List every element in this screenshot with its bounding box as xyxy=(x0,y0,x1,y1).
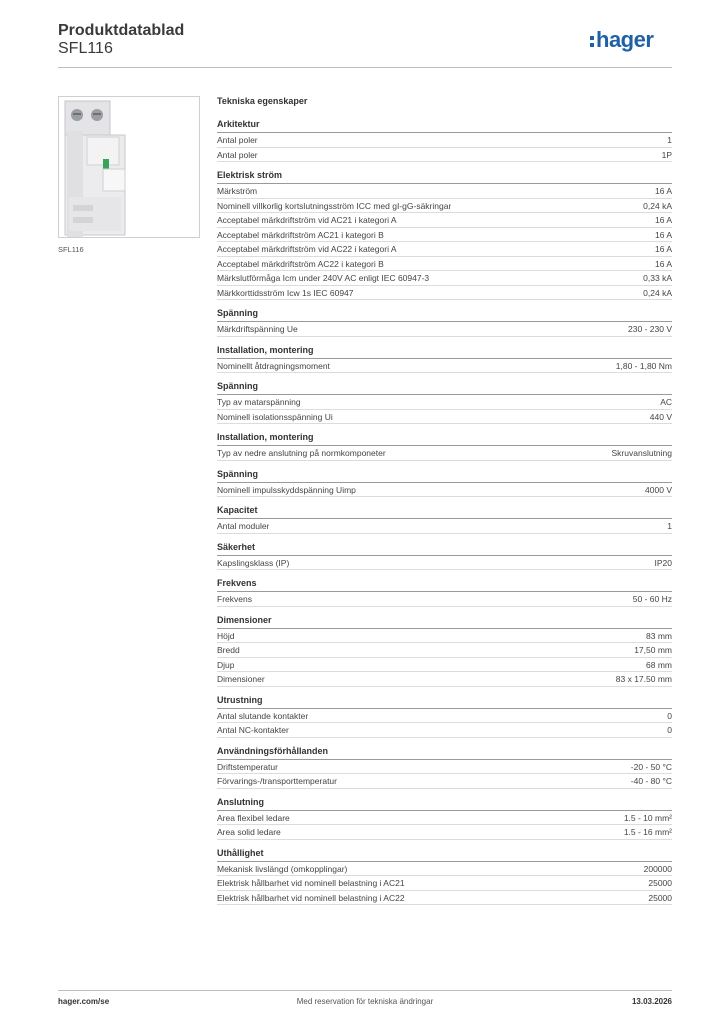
document-title: Produktdatablad xyxy=(58,22,185,39)
spec-row xyxy=(217,811,672,826)
spec-row xyxy=(217,723,672,738)
spec-row xyxy=(217,133,672,148)
spec-value: AC xyxy=(660,397,672,407)
spec-label: Acceptabel märkdriftström AC22 i kategori B xyxy=(217,258,384,269)
modular-switch-image xyxy=(59,97,199,237)
spec-row xyxy=(217,228,672,243)
spec-row xyxy=(217,483,672,498)
spec-value: 0,24 kA xyxy=(643,200,672,211)
spec-label: Antal NC-kontakter xyxy=(217,725,289,735)
header-divider xyxy=(58,67,672,68)
spec-row xyxy=(217,410,672,425)
spec-label: Märkkorttidsström Icw 1s IEC 60947 xyxy=(217,287,354,298)
spec-label: Mekanisk livslängd (omkopplingar) xyxy=(217,863,348,874)
spec-label: Nominell isolationsspänning Ui xyxy=(217,411,333,422)
spec-row xyxy=(217,199,672,214)
spec-label: Antal moduler xyxy=(217,521,270,531)
section-title: Dimensioner xyxy=(217,614,272,625)
spec-value: IP20 xyxy=(654,557,672,568)
spec-row xyxy=(217,148,672,163)
section-title: Spänning xyxy=(217,468,258,479)
spec-label: Antal poler xyxy=(217,149,258,160)
spec-row xyxy=(217,592,672,607)
spec-section xyxy=(217,615,672,687)
spec-label: Djup xyxy=(217,659,235,670)
spec-label: Acceptabel märkdriftström AC21 i kategori B xyxy=(217,229,384,240)
footer-divider xyxy=(58,990,672,991)
spec-value: 4000 V xyxy=(645,484,672,495)
spec-label: Driftstemperatur xyxy=(217,761,278,772)
spec-row xyxy=(217,643,672,658)
spec-row xyxy=(217,184,672,199)
spec-value: 0,24 kA xyxy=(643,287,672,298)
spec-value: 16 A xyxy=(654,258,672,269)
spec-sections xyxy=(217,119,672,905)
spec-value: 440 V xyxy=(649,411,672,422)
spec-value: 16 A xyxy=(654,229,672,240)
image-caption: SFL116 xyxy=(58,245,84,254)
spec-section xyxy=(217,308,672,337)
spec-value: 1 xyxy=(667,135,672,145)
spec-value: 25000 xyxy=(648,878,672,888)
spec-section xyxy=(217,746,672,789)
spec-section xyxy=(217,345,672,374)
spec-value: 1,80 - 1,80 Nm xyxy=(615,360,672,371)
spec-label: Acceptabel märkdriftström vid AC21 i kategori A xyxy=(217,215,397,225)
spec-label: Antal slutande kontakter xyxy=(217,710,309,721)
section-title: Frekvens xyxy=(217,578,257,588)
spec-value: 68 mm xyxy=(646,659,672,670)
spec-label: Bredd xyxy=(217,645,240,655)
disclaimer-text: Med reservation för tekniska ändringar xyxy=(296,997,434,1006)
spec-row xyxy=(217,359,672,374)
spec-value: 1 xyxy=(667,521,672,531)
spec-label: Elektrisk hållbarhet vid nominell belastning i AC21 xyxy=(217,878,405,888)
spec-label: Nominell villkorlig kortslutningsström ICC med gI-gG-säkringar xyxy=(217,200,452,211)
spec-value: 16 A xyxy=(654,244,672,254)
spec-section xyxy=(217,381,672,424)
spec-section xyxy=(217,797,672,840)
spec-label: Area solid ledare xyxy=(217,827,281,837)
spec-value: 1.5 - 16 mm² xyxy=(623,827,672,837)
section-title: Installation, montering xyxy=(217,432,314,442)
spec-label: Förvarings-/transporttemperatur xyxy=(217,776,337,786)
spec-value: 230 - 230 V xyxy=(628,324,672,334)
spec-row xyxy=(217,672,672,687)
spec-section xyxy=(217,170,672,300)
spec-label: Nominellt åtdragningsmoment xyxy=(217,360,330,371)
spec-label: Typ av nedre anslutning på normkomponeter xyxy=(217,448,386,458)
spec-row xyxy=(217,286,672,301)
section-title: Spänning xyxy=(217,308,258,318)
spec-label: Area flexibel ledare xyxy=(217,812,290,823)
section-title: Arkitektur xyxy=(217,119,260,129)
section-title: Elektrisk ström xyxy=(217,170,283,180)
spec-value: 0,33 kA xyxy=(643,273,672,283)
spec-value: 83 mm xyxy=(646,630,672,641)
spec-value: 17,50 mm xyxy=(634,645,672,655)
spec-row xyxy=(217,658,672,673)
spec-row xyxy=(217,446,672,461)
spec-row xyxy=(217,891,672,906)
spec-value: -40 - 80 °C xyxy=(630,776,672,786)
specs-title: Tekniska egenskaper xyxy=(217,96,308,106)
section-title: Utrustning xyxy=(217,694,263,705)
spec-label: Märkström xyxy=(217,186,258,196)
spec-row xyxy=(217,825,672,840)
spec-value: 83 x 17.50 mm xyxy=(615,674,672,684)
spec-row xyxy=(217,322,672,337)
spec-value: -20 - 50 °C xyxy=(630,761,672,772)
spec-value: 200000 xyxy=(643,863,672,874)
spec-label: Antal poler xyxy=(217,135,258,145)
technical-specs xyxy=(217,95,672,913)
spec-label: Elektrisk hållbarhet vid nominell belastning i AC22 xyxy=(217,892,405,903)
spec-section xyxy=(217,542,672,571)
spec-label: Höjd xyxy=(217,630,235,641)
svg-text:hager: hager xyxy=(596,27,654,52)
spec-row xyxy=(217,556,672,571)
spec-row xyxy=(217,876,672,891)
section-title: Säkerhet xyxy=(217,541,256,552)
spec-row xyxy=(217,213,672,228)
spec-label: Nominell impulsskyddspänning Uimp xyxy=(217,484,356,495)
website-link[interactable]: hager.com/se xyxy=(58,997,110,1006)
section-title: Spänning xyxy=(217,381,258,391)
spec-section xyxy=(217,695,672,738)
hager-logo xyxy=(590,27,672,53)
spec-label: Kapslingsklass (IP) xyxy=(217,557,290,568)
spec-value: Skruvanslutning xyxy=(611,448,672,458)
spec-label: Dimensioner xyxy=(217,674,265,684)
page-header xyxy=(58,20,672,68)
spec-value: 1.5 - 10 mm² xyxy=(623,812,672,823)
spec-value: 1P xyxy=(661,149,672,160)
spec-row xyxy=(217,760,672,775)
section-title: Anslutning xyxy=(217,796,264,807)
spec-value: 16 A xyxy=(654,186,672,196)
spec-row xyxy=(217,709,672,724)
spec-label: Typ av matarspänning xyxy=(217,397,301,407)
product-code: SFL116 xyxy=(58,40,113,57)
spec-label: Märkslutförmåga Icm under 240V AC enligt IEC 60947-3 xyxy=(217,273,430,283)
spec-section xyxy=(217,432,672,461)
section-title: Kapacitet xyxy=(217,505,258,515)
spec-row xyxy=(217,242,672,257)
spec-section xyxy=(217,469,672,498)
section-title: Installation, montering xyxy=(217,344,314,355)
spec-label: Acceptabel märkdriftström vid AC22 i kategori A xyxy=(217,244,397,254)
spec-value: 16 A xyxy=(654,215,672,225)
spec-value: 0 xyxy=(667,725,672,735)
spec-row xyxy=(217,395,672,410)
spec-section xyxy=(217,119,672,162)
document-date: 13.03.2026 xyxy=(631,997,672,1006)
spec-label: Märkdriftspänning Ue xyxy=(217,324,298,334)
spec-row xyxy=(217,629,672,644)
spec-row xyxy=(217,271,672,286)
spec-row xyxy=(217,519,672,534)
product-image xyxy=(58,96,200,238)
page-footer xyxy=(58,997,672,1011)
spec-value: 0 xyxy=(667,710,672,721)
spec-section xyxy=(217,578,672,607)
spec-value: 25000 xyxy=(648,892,672,903)
spec-row xyxy=(217,862,672,877)
spec-section xyxy=(217,505,672,534)
section-title: Uthållighet xyxy=(217,847,264,858)
spec-section xyxy=(217,848,672,906)
section-title: Användningsförhållanden xyxy=(217,745,329,756)
spec-row xyxy=(217,774,672,789)
spec-row xyxy=(217,257,672,272)
spec-label: Frekvens xyxy=(217,594,252,604)
spec-value: 50 - 60 Hz xyxy=(632,594,672,604)
